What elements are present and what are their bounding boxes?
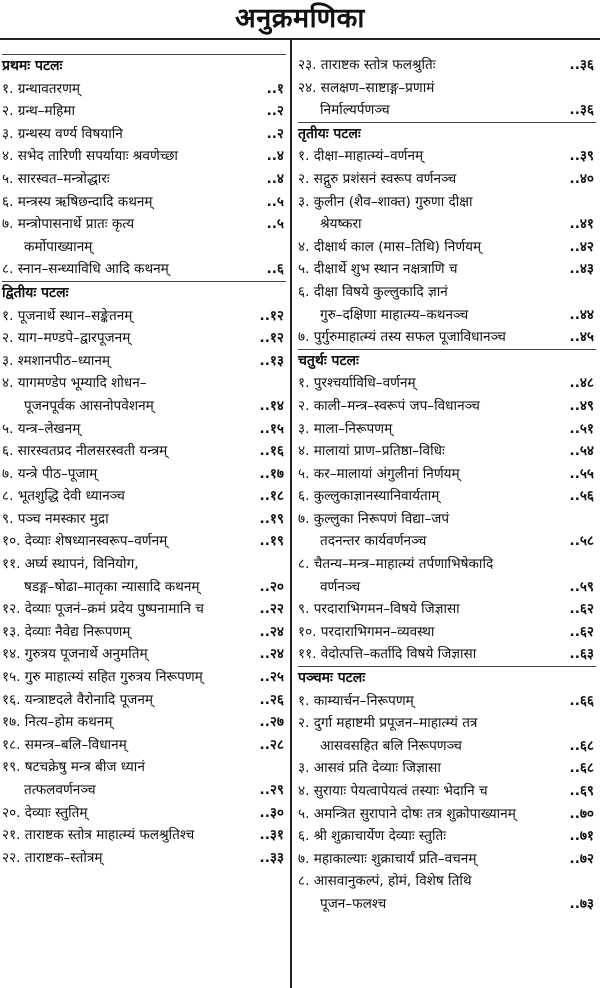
toc-entry-title: १९. षटचक्रेषु मन्त्र बीज ध्यानं (2, 759, 145, 776)
toc-entry-title: ५. यन्त्र–लेखनम् (2, 420, 81, 437)
section-heading (2, 282, 286, 305)
toc-entry-title: २०. देव्याः स्तुतिम् (2, 804, 88, 821)
toc-entry (298, 168, 596, 191)
toc-entry-title: २. काली–मन्त्र–स्वरूपं जप–विधानञ्च (298, 397, 480, 414)
toc-entry-page-number: ..२ (266, 103, 284, 120)
toc-entry (2, 168, 286, 191)
toc-entry-page-number: ..१७ (259, 465, 284, 482)
toc-entry-page-number: ..४४ (569, 306, 594, 323)
toc-entry (2, 418, 286, 441)
toc-entry-title: ४. मालायां प्राण–प्रतिष्ठा–विधिः (298, 443, 445, 460)
toc-entry (2, 305, 286, 328)
toc-entry-title-continued: तदनन्तर कार्यवर्णनञ्च (320, 533, 427, 550)
toc-entry (298, 326, 596, 349)
toc-entry (298, 258, 596, 281)
toc-entry-title: ८. स्नान–सन्ध्याविधि आदि कथनम् (2, 261, 169, 278)
toc-entry (2, 440, 286, 463)
toc-entry-title: ९. परदाराभिगमन–विषये जिज्ञासा (298, 601, 460, 618)
toc-entry-title: २४. सलक्षण–साष्टाङ्ग–प्रणामं (298, 79, 435, 96)
toc-entry-title: ३. कुलीन (शैव–शाक्त) गुरुणा दीक्षा (298, 193, 473, 210)
toc-entry-page-number: ..६ (266, 261, 284, 278)
toc-entry-page-number: ..१२ (259, 307, 284, 324)
toc-entry-page-number: ..५८ (569, 533, 594, 550)
toc-entry-title: ७. कुल्लुका निरूपणं विद्या–जपं (298, 510, 450, 527)
toc-entry (298, 780, 596, 803)
toc-entry-page-number: ..२६ (259, 691, 284, 708)
toc-entry (298, 712, 596, 757)
toc-entry-title: ६. श्री शुक्राचार्येण देव्याः स्तुतिः (298, 828, 446, 845)
toc-entry (2, 372, 286, 417)
toc-entry (298, 440, 596, 463)
toc-entry (298, 418, 596, 441)
toc-entry-title: १४. गुरुत्रय पूजनार्थे अनुमतिम् (2, 646, 148, 663)
toc-entry (298, 553, 596, 598)
toc-entry-title: ५. दीक्षार्थे शुभ स्थान नक्षत्राणि च (298, 261, 458, 278)
toc-entry-title: २. दुर्गा महाष्टमी प्रपूजन–माहात्म्यं तत्र (298, 715, 478, 732)
toc-entry-page-number: ..१५ (259, 420, 284, 437)
toc-entry (2, 327, 286, 350)
toc-entry (2, 666, 286, 689)
toc-entry (298, 54, 596, 77)
toc-entry (298, 848, 596, 871)
toc-entry-page-number: ..२२ (259, 601, 284, 618)
toc-entry-page-number: ..२ (266, 125, 284, 142)
toc-entry (2, 100, 286, 123)
toc-entry-page-number: ..५६ (569, 488, 594, 505)
toc-entry-title: ७. मन्त्रोपासनार्थे प्रातः कृत्य (2, 216, 135, 233)
toc-entry-page-number: ..३३ (259, 849, 284, 866)
toc-entry-page-number: ..३० (259, 804, 284, 821)
toc-entry (2, 689, 286, 712)
toc-entry (2, 711, 286, 734)
toc-entry-title: १०. परदाराभिगमन–व्यवस्था (298, 623, 435, 640)
page-title: अनुक्रमणिका (235, 3, 365, 34)
toc-entry-page-number: ..४३ (569, 261, 594, 278)
toc-entry-page-number: ..२५ (259, 669, 284, 686)
toc-entry-title: ६. सारस्वतप्रद नीलसरस्वती यन्त्रम् (2, 443, 168, 460)
toc-entry-title: २. ग्रन्थ–महिमा (2, 103, 76, 120)
toc-entry (2, 123, 286, 146)
toc-entry-title: ६. कुल्लुकाज्ञानस्यानिवार्यताम् (298, 488, 440, 505)
toc-entry-page-number: ..६९ (569, 783, 594, 799)
toc-entry-title: ८. भूतशुद्धि देवी ध्यानञ्च (2, 488, 125, 505)
toc-entry-title: १. पुरश्चर्याविधि–वर्णनम् (298, 375, 416, 392)
toc-entry-page-number: ..२४ (259, 646, 284, 663)
section-heading-text: द्वितीयः पटलः (2, 284, 69, 301)
toc-entry (298, 77, 596, 122)
toc-entry (2, 350, 286, 373)
toc-entry-page-number: ..३६ (569, 57, 594, 73)
toc-entry-page-number: ..१८ (259, 488, 284, 505)
toc-entry (298, 395, 596, 418)
toc-entry (298, 825, 596, 848)
toc-entry (2, 643, 286, 666)
toc-entry-page-number: ..१४ (259, 397, 284, 414)
toc-entry (298, 485, 596, 508)
toc-entry-page-number: ..१२ (259, 330, 284, 347)
toc-entry-page-number: ..५५ (569, 465, 594, 482)
toc-entry-title-continued: निर्माल्यर्पणञ्च (320, 102, 390, 119)
toc-entry-title-continued: वर्णनञ्च (320, 578, 361, 595)
toc-entry (2, 598, 286, 621)
toc-entry-page-number: ..४० (569, 170, 594, 187)
toc-entry (2, 485, 286, 508)
toc-entry-title: ५. कर–मालायां अंगुलीनां निर्णयम् (298, 465, 460, 482)
toc-entry-page-number: ..५४ (569, 443, 594, 460)
toc-entry (298, 803, 596, 826)
section-heading (298, 667, 596, 690)
section-heading-text: तृतीयः पटलः (298, 125, 361, 142)
toc-entry (2, 508, 286, 531)
toc-entry-page-number: ..१९ (259, 510, 284, 527)
toc-entry-page-number: ..२८ (259, 736, 284, 753)
toc-entry (298, 508, 596, 553)
toc-entry-title: ४. दीक्षार्थ काल (मास–तिथि) निर्णयम् (298, 238, 482, 255)
toc-entry (298, 236, 596, 259)
section-heading (2, 55, 286, 78)
toc-entry-title: १६. यन्त्राष्टदले वैरोनादि पूजनम् (2, 691, 154, 708)
toc-entry-title-continued: तत्फलवर्णनञ्च (24, 782, 96, 798)
toc-entry-page-number: ..६८ (569, 760, 594, 777)
toc-entry (298, 643, 596, 666)
toc-entry (2, 191, 286, 214)
toc-entry-title: १८. समन्त्र–बलि–विधानम् (2, 736, 127, 753)
toc-entry-title: ७. पुर्गुरुमाहात्म्यं तस्य सफल पूजाविधानञ्च (298, 329, 506, 346)
toc-entry (2, 621, 286, 644)
toc-entry-title: ४. सुरायाः पेयत्वापेयत्वं तस्याः भेदानि च (298, 783, 488, 799)
toc-entry (2, 213, 286, 258)
toc-entry-title: ९. पञ्च नमस्कार मुद्रा (2, 510, 109, 527)
toc-entry-page-number: ..१९ (259, 533, 284, 550)
toc-entry (298, 598, 596, 621)
toc-entry (2, 530, 286, 553)
toc-entry-title: १२. देव्याः पूजनं–क्रमं प्रदेय पुष्पनामानि च (2, 601, 204, 618)
toc-entry-page-number: ..१ (266, 80, 284, 97)
toc-entry-page-number: ..५ (266, 193, 284, 210)
toc-entry (2, 258, 286, 281)
toc-entry-title: १५. गुरु माहात्म्यं सहित गुरुत्रय निरूपणम् (2, 669, 203, 686)
toc-entry (298, 372, 596, 395)
toc-entry-page-number: ..६२ (569, 623, 594, 640)
toc-entry-title: ३. श्मशानपीठ–ध्यानम् (2, 352, 111, 369)
toc-entry-title-continued: आसवसहित बलि निरूपणञ्च (320, 737, 462, 754)
toc-entry-page-number: ..२७ (259, 714, 284, 731)
title-rule (0, 38, 600, 40)
toc-entry-page-number: ..३१ (259, 827, 284, 844)
toc-entry-title: ११. अर्घ्य स्थापनं, विनियोग, (2, 556, 139, 573)
toc-entry-title: ५. अमन्त्रित सुरापाने दोषः तत्र शुक्रोपाख्यानम् (298, 805, 516, 822)
toc-entry-title: १. काम्यार्चन–निरूपणम् (298, 692, 414, 709)
toc-entry-title: ६. दीक्षा विषये कुल्लुकादि ज्ञानं (298, 283, 448, 300)
contents-column-left (2, 54, 286, 869)
toc-entry-title-continued: पूजन–फलश्च (320, 895, 387, 912)
toc-entry (298, 463, 596, 486)
toc-entry-page-number: ..४९ (569, 397, 594, 414)
section-heading-text: चतुर्थः पटलः (298, 352, 359, 369)
toc-entry-title: २१. ताराष्टक स्तोत्र माहात्म्यं फलश्रुतिश्च (2, 827, 195, 844)
section-heading (298, 123, 596, 146)
toc-entry (298, 757, 596, 780)
section-heading-text: पञ्चमः पटलः (298, 670, 366, 687)
toc-entry (298, 621, 596, 644)
toc-entry-title: २. सद्गुरु प्रशंसनं स्वरूप वर्णनञ्च (298, 170, 457, 187)
toc-entry-title: २३. ताराष्टक स्तोत्र फलश्रुतिः (298, 57, 436, 73)
toc-entry-page-number: ..६२ (569, 601, 594, 618)
toc-entry-title: १. पूजनार्थे स्थान–सङ्केतनम् (2, 307, 133, 324)
toc-entry-title: १. दीक्षा–माहात्म्यं–वर्णनम् (298, 148, 424, 165)
toc-entry-page-number: ..४२ (569, 238, 594, 255)
toc-entry (2, 145, 286, 168)
toc-entry-title: ११. वेदोत्पत्ति–कर्तादि विषये जिज्ञासा (298, 646, 477, 663)
toc-entry (2, 847, 286, 870)
toc-entry-title: १०. देव्याः शेषध्यानस्वरूप–वर्णनम् (2, 533, 168, 550)
toc-entry-title: ५. सारस्वत–मन्त्रोद्धारः (2, 170, 110, 187)
toc-entry-title: १३. देव्याः नैवेद्य निरूपणम् (2, 623, 131, 640)
toc-entry-page-number: ..१३ (259, 352, 284, 369)
toc-entry (298, 690, 596, 713)
toc-entry-title: २२. ताराष्टक–स्तोत्रम् (2, 849, 103, 866)
toc-entry-title: ३. माला–निरूपणम् (298, 420, 393, 437)
toc-entry-page-number: ..६८ (569, 737, 594, 754)
toc-entry-page-number: ..१६ (259, 443, 284, 460)
toc-entry-title: ७. महाकाल्याः शुक्राचार्यं प्रति–वचनम् (298, 850, 477, 867)
toc-entry-page-number: ..६६ (569, 692, 594, 709)
toc-entry-title: ३. ग्रन्थस्य वर्ण्य विषयानि (2, 125, 123, 142)
section-heading-text: प्रथमः पटलः (2, 58, 63, 74)
toc-entry-page-number: ..७० (569, 805, 594, 822)
toc-entry (2, 802, 286, 825)
toc-entry-page-number: ..३९ (569, 148, 594, 165)
toc-entry-title: ८. चैतन्य–मन्त्र–माहात्म्यं तर्पणाभिषेकादि (298, 556, 494, 573)
toc-entry-page-number: ..२४ (259, 623, 284, 640)
toc-entry-page-number: ..४ (266, 170, 284, 187)
toc-entry-title: १७. नित्य–होम कथनम् (2, 714, 113, 731)
contents-column-right (298, 54, 596, 916)
toc-entry (298, 145, 596, 168)
toc-entry-title-continued: षडङ्ग–षोढा–मातृका न्यासादि कथनम् (24, 578, 200, 595)
toc-entry-title-continued: कर्मोपाख्यानम् (24, 238, 93, 255)
toc-entry-title: ६. मन्त्रस्य ऋषिछन्दादि कथनम् (2, 193, 153, 210)
toc-entry (2, 553, 286, 598)
toc-entry-title: ८. आसवानुकल्पं, होमं, विशेष तिथि (298, 873, 472, 890)
toc-entry-page-number: ..७१ (569, 828, 594, 845)
toc-entry-title: १. ग्रन्थावतरणम् (2, 80, 81, 97)
toc-entry-page-number: ..४५ (569, 329, 594, 346)
toc-entry-page-number: ..२९ (259, 782, 284, 798)
toc-entry-page-number: ..६३ (569, 646, 594, 663)
toc-entry (2, 824, 286, 847)
toc-entry-title: ७. यन्त्रे पीठ–पूजाम् (2, 465, 98, 482)
toc-entry-page-number: ..४८ (569, 375, 594, 392)
toc-entry (2, 463, 286, 486)
toc-entry-title-continued: गुरु–दक्षिणा माहात्म्य–कथनञ्च (320, 306, 469, 323)
toc-entry (298, 870, 596, 915)
toc-entry (2, 756, 286, 801)
toc-entry (298, 281, 596, 326)
toc-entry-page-number: ..७३ (569, 895, 594, 912)
toc-entry (298, 191, 596, 236)
toc-entry-title: ४. यागमण्डेप भूम्यादि शोधन– (2, 375, 147, 392)
toc-entry-page-number: ..४ (266, 148, 284, 165)
toc-entry-page-number: ..४१ (569, 216, 594, 233)
toc-entry-page-number: ..२० (259, 578, 284, 595)
section-heading (298, 350, 596, 373)
toc-entry (2, 734, 286, 757)
toc-entry-page-number: ..५१ (569, 420, 594, 437)
toc-entry (2, 78, 286, 101)
toc-entry-title: ३. आसवं प्रति देव्याः जिज्ञासा (298, 760, 441, 777)
toc-entry-page-number: ..७२ (569, 850, 594, 867)
toc-entry-page-number: ..५ (266, 216, 284, 233)
toc-entry-page-number: ..५९ (569, 578, 594, 595)
toc-entry-page-number: ..३६ (569, 102, 594, 119)
toc-entry-title-continued: पूजनपूर्वक आसनोपवेशनम् (24, 397, 154, 414)
toc-entry-title: ४. सभेद तारिणी सपर्यायाः श्रवणेच्छा (2, 148, 178, 165)
toc-entry-title: २. याग–मण्डपे–द्वारपूजनम् (2, 330, 131, 347)
toc-entry-title-continued: श्रेयष्करा (320, 216, 362, 233)
column-divider (290, 40, 292, 988)
